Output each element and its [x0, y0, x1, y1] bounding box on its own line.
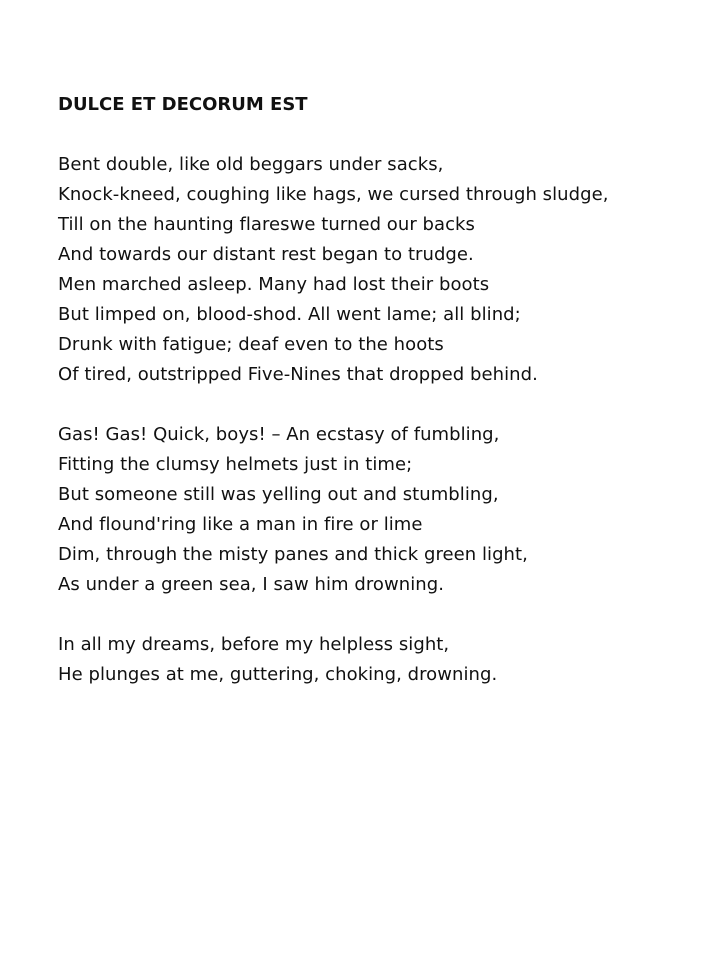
poem-line: Men marched asleep. Many had lost their boots: [58, 274, 490, 295]
stanza-1: [58, 150, 698, 390]
poem-line: And towards our distant rest began to trudge.: [58, 244, 474, 265]
poem-line: Drunk with fatigue; deaf even to the hoots: [58, 334, 444, 355]
poem-line: Dim, through the misty panes and thick green light,: [58, 544, 528, 565]
poem-line: Till on the haunting flareswe turned our backs: [58, 214, 475, 235]
poem-line: Of tired, outstripped Five-Nines that dropped behind.: [58, 364, 538, 385]
spacer: [58, 120, 698, 150]
poem: [58, 90, 698, 690]
poem-line: Fitting the clumsy helmets just in time;: [58, 454, 413, 475]
stanza-2: [58, 420, 698, 600]
poem-line: Bent double, like old beggars under sacks,: [58, 154, 444, 175]
poem-line: And flound'ring like a man in fire or lime: [58, 514, 423, 535]
poem-line: As under a green sea, I saw him drowning.: [58, 574, 444, 595]
spacer: [58, 600, 698, 630]
poem-line: Gas! Gas! Quick, boys! – An ecstasy of fumbling,: [58, 424, 500, 445]
poem-title: DULCE ET DECORUM EST: [58, 94, 308, 115]
poem-line: But limped on, blood-shod. All went lame; all blind;: [58, 304, 521, 325]
poem-line: In all my dreams, before my helpless sight,: [58, 634, 450, 655]
spacer: [58, 390, 698, 420]
poem-line: He plunges at me, guttering, choking, drowning.: [58, 664, 498, 685]
poem-line: Knock-kneed, coughing like hags, we cursed through sludge,: [58, 184, 609, 205]
poem-line: But someone still was yelling out and stumbling,: [58, 484, 499, 505]
stanza-3: [58, 630, 698, 690]
